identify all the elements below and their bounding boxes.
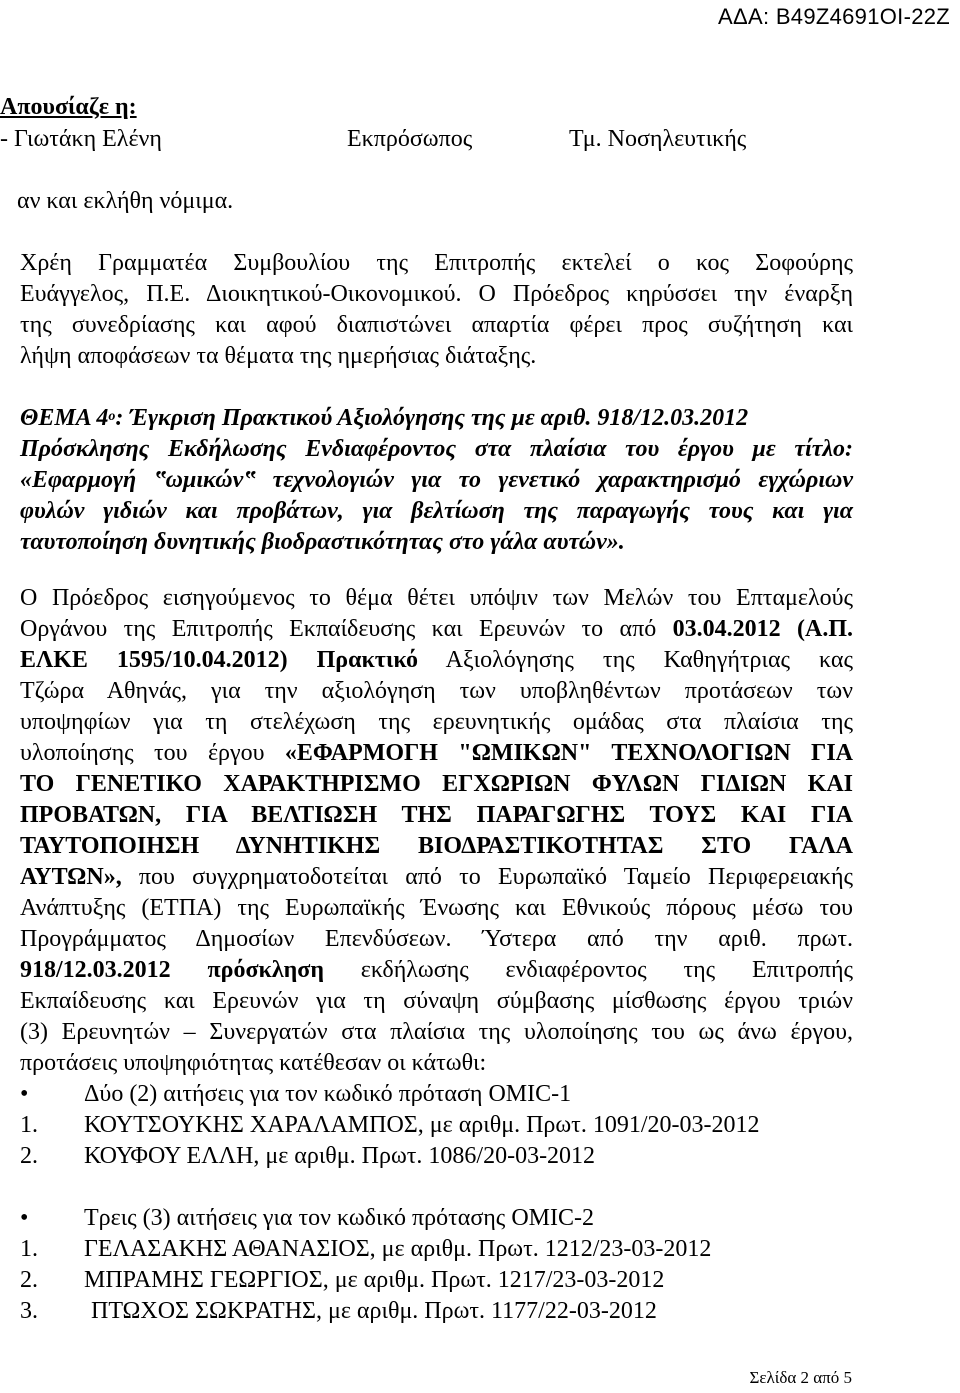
body-line-3: ΕΛΚΕ 1595/10.04.2012) Πρακτικό Αξιολόγησης της Καθηγήτριας κας bbox=[20, 647, 853, 673]
absent-dept: Τμ. Νοσηλευτικής bbox=[569, 126, 747, 152]
list-item: ΚΟΥΦΟΥ ΕΛΛΗ, με αριθμ. Πρωτ. 1086/20-03-2012 bbox=[84, 1143, 596, 1169]
topic-line-5: ταυτοποίηση δυνητικής βιοδραστικότητας στο γάλα αυτών». bbox=[20, 529, 625, 555]
body-line-13: 918/12.03.2012 πρόσκληση εκδήλωσης ενδιαφέροντος της Επιτροπής bbox=[20, 957, 854, 983]
topic-line-3: «Εφαρμογή ‟ωμικών‟ τεχνολογιών για το γενετικό χαρακτηρισμό εγχώριων bbox=[20, 467, 853, 493]
list-item-number: 2. bbox=[20, 1143, 38, 1169]
list-item-number: 3. bbox=[20, 1298, 38, 1324]
topic-line-4: φυλών γιδιών και προβάτων, για βελτίωση της παραγωγής τους και για bbox=[20, 498, 853, 524]
list-item: ΠΤΩΧΟΣ ΣΩΚΡΑΤΗΣ, με αριθμ. Πρωτ. 1177/22-03-2012 bbox=[91, 1298, 657, 1324]
list-item-number: 1. bbox=[20, 1236, 38, 1262]
body-line-5: υποψηφίων για τη στελέχωση της ερευνητικής ομάδας στα πλαίσια της bbox=[20, 709, 853, 735]
body-line-7: ΤΟ ΓΕΝΕΤΙΚΟ ΧΑΡΑΚΤΗΡΙΣΜΟ ΕΓΧΩΡΙΩΝ ΦΥΛΩΝ ΓΙΔΙΩΝ ΚΑΙ bbox=[20, 771, 853, 797]
body-line-10: ΑΥΤΩΝ», που συγχρηματοδοτείται από το Ευρωπαϊκό Ταμείο Περιφερειακής bbox=[20, 864, 853, 890]
omic2-heading: Τρεις (3) αιτήσεις για τον κωδικό πρότασης OMIC-2 bbox=[84, 1205, 594, 1231]
body-line-9: ΤΑΥΤΟΠΟΙΗΣΗ ΔΥΝΗΤΙΚΗΣ ΒΙΟΔΡΑΣΤΙΚΟΤΗΤΑΣ ΣΤΟ ΓΑΛΑ bbox=[20, 833, 853, 859]
list-item: ΓΕΛΑΣΑΚΗΣ ΑΘΑΝΑΣΙΟΣ, με αριθμ. Πρωτ. 1212/23-03-2012 bbox=[84, 1236, 712, 1262]
body-line-6: υλοποίησης του έργου «ΕΦΑΡΜΟΓΗ "ΩΜΙΚΩΝ" ΤΕΧΝΟΛΟΓΙΩΝ ΓΙΑ bbox=[20, 740, 853, 766]
absent-note: αν και εκλήθη νόμιμα. bbox=[17, 188, 234, 214]
list-bullet: • bbox=[20, 1081, 29, 1107]
list-item-number: 2. bbox=[20, 1267, 38, 1293]
page-number: Σελίδα 2 από 5 bbox=[749, 1368, 852, 1387]
body-line-15: (3) Ερευνητών – Συνεργατών στα πλαίσια της υλοποίησης του ως άνω έργου, bbox=[20, 1019, 853, 1045]
body-line-4: Τζώρα Αθηνάς, για την αξιολόγηση των υποβληθέντων προτάσεων των bbox=[20, 678, 853, 704]
secretary-line-4: λήψη αποφάσεων τα θέματα της ημερήσιας διάταξης. bbox=[20, 343, 537, 369]
absent-role: Εκπρόσωπος bbox=[347, 126, 473, 152]
topic-line-1: ΘΕΜΑ $4^o$: Έγκριση Πρακτικού Αξιολόγησης της με αριθ. 918/12.03.2012 bbox=[20, 405, 749, 431]
body-line-16: προτάσεις υποψηφιότητας κατέθεσαν οι κάτωθι: bbox=[20, 1050, 487, 1076]
body-line-14: Εκπαίδευσης και Ερευνών για τη σύναψη σύμβασης μίσθωσης έργου τριών bbox=[20, 988, 853, 1014]
topic-line-2: Πρόσκλησης Εκδήλωσης Ενδιαφέροντος στα πλαίσια του έργου με τίτλο: bbox=[20, 436, 853, 462]
list-item-number: 1. bbox=[20, 1112, 38, 1138]
body-line-1: Ο Πρόεδρος εισηγούμενος το θέμα θέτει υπόψιν των Μελών του Επταμελούς bbox=[20, 585, 853, 611]
secretary-line-1: Χρέη Γραμματέα Συμβουλίου της Επιτροπής εκτελεί ο κος Σοφούρης bbox=[20, 250, 853, 276]
secretary-line-2: Ευάγγελος, Π.Ε. Διοικητικού-Οικονομικού. Ο Πρόεδρος κηρύσσει την έναρξη bbox=[20, 281, 853, 307]
body-line-12: Προγράμματος Δημοσίων Επενδύσεων. Ύστερα από την αριθ. πρωτ. bbox=[20, 926, 853, 952]
list-item: ΚΟΥΤΣΟΥΚΗΣ ΧΑΡΑΛΑΜΠΟΣ, με αριθμ. Πρωτ. 1091/20-03-2012 bbox=[84, 1112, 760, 1138]
list-bullet: • bbox=[20, 1205, 29, 1231]
list-item: ΜΠΡΑΜΗΣ ΓΕΩΡΓΙΟΣ, με αριθμ. Πρωτ. 1217/23-03-2012 bbox=[84, 1267, 665, 1293]
secretary-line-3: της συνεδρίασης και αφού διαπιστώνει απαρτία φέρει προς συζήτηση και bbox=[20, 312, 853, 338]
ada-code: ΑΔΑ: Β49Ζ4691ΟΙ-22Ζ bbox=[718, 4, 950, 29]
body-line-2: Οργάνου της Επιτροπής Εκπαίδευσης και Ερευνών το από 03.04.2012 (Α.Π. bbox=[20, 616, 853, 642]
absent-name: - Γιωτάκη Ελένη bbox=[0, 126, 162, 152]
body-line-11: Ανάπτυξης (ΕΤΠΑ) της Ευρωπαϊκής Ένωσης και Εθνικούς πόρους μέσω του bbox=[20, 895, 853, 921]
body-line-8: ΠΡΟΒΑΤΩΝ, ΓΙΑ ΒΕΛΤΙΩΣΗ ΤΗΣ ΠΑΡΑΓΩΓΗΣ ΤΟΥΣ ΚΑΙ ΓΙΑ bbox=[20, 802, 853, 828]
absent-title: Απουσίαζε η: bbox=[0, 94, 137, 120]
omic1-heading: Δύο (2) αιτήσεις για τον κωδικό πρόταση OMIC-1 bbox=[84, 1081, 572, 1107]
